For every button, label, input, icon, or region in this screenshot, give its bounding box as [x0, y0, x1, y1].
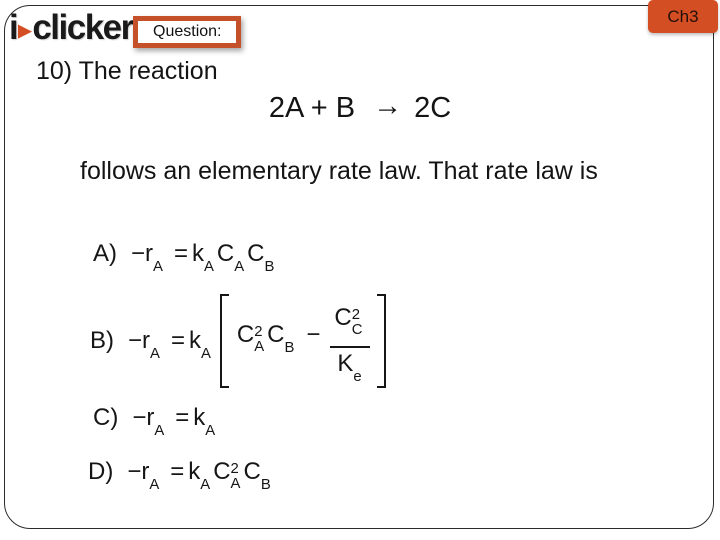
iclicker-logo — [9, 8, 133, 48]
bracket-terms — [236, 321, 331, 361]
eq-term: k — [191, 240, 204, 267]
option-b-row — [90, 294, 386, 388]
eq-subscript: A — [153, 258, 163, 275]
eq-supsub-stack — [352, 308, 363, 338]
eq-subscript: e — [353, 368, 362, 385]
eq-subscript: A — [200, 476, 211, 493]
eq-term: C — [213, 458, 231, 485]
eq-term: −r — [127, 458, 150, 485]
eq-subscript: A — [203, 258, 214, 275]
followup-text: follows an elementary rate law. That rate law is — [80, 157, 598, 185]
option-a-label: A) — [93, 240, 117, 267]
eq-term: −r — [132, 404, 155, 431]
eq-subscript: C — [351, 322, 363, 339]
eq-supsub-stack — [254, 325, 264, 355]
equals-sign: = — [173, 240, 188, 267]
eq-subscript: A — [200, 345, 211, 362]
fraction-denominator — [336, 348, 363, 385]
eq-subscript: B — [284, 339, 295, 356]
question-intro: 10) The reaction — [36, 57, 218, 85]
eq-term: −r — [131, 240, 154, 267]
eq-subscript: A — [234, 258, 245, 275]
eq-term: k — [188, 458, 201, 485]
eq-term: k — [188, 327, 201, 354]
option-d-label: D) — [88, 458, 114, 485]
eq-term: K — [337, 350, 354, 378]
eq-term: C — [247, 240, 265, 267]
option-d-row — [88, 458, 273, 498]
equals-sign: = — [170, 458, 185, 485]
equals-sign: = — [175, 404, 190, 431]
eq-term: C — [334, 303, 352, 331]
reaction-rhs: 2C — [414, 92, 452, 124]
eq-term: C — [267, 320, 285, 348]
question-label: Question: — [153, 23, 222, 40]
eq-superscript: 2 — [351, 306, 361, 323]
eq-term: C — [236, 320, 255, 348]
eq-term: k — [193, 404, 206, 431]
eq-subscript: A — [230, 476, 241, 493]
eq-superscript: 2 — [230, 461, 239, 478]
right-arrow-icon: → — [373, 90, 403, 122]
question-label-box — [133, 16, 241, 48]
bracket-contents — [229, 296, 377, 386]
play-triangle-icon: ▶ — [18, 21, 32, 40]
bracket-group — [220, 294, 386, 388]
reaction-equation — [0, 92, 720, 125]
minus-sign: − — [306, 320, 321, 348]
option-b-label: B) — [90, 327, 114, 354]
option-a-row — [93, 240, 276, 275]
eq-subscript: A — [205, 422, 216, 439]
logo-text: clicker — [32, 8, 133, 47]
option-c-label: C) — [93, 404, 119, 431]
eq-subscript: A — [254, 339, 265, 356]
eq-supsub-stack — [231, 462, 241, 492]
equals-sign: = — [170, 327, 185, 354]
eq-term: −r — [128, 327, 151, 354]
close-bracket — [377, 294, 386, 388]
fraction — [330, 303, 369, 385]
eq-term: C — [216, 240, 235, 267]
eq-superscript: 2 — [254, 323, 263, 340]
chapter-tab: Ch3 — [648, 0, 718, 33]
eq-subscript: A — [149, 476, 160, 493]
open-bracket — [220, 294, 229, 388]
reaction-lhs: 2A + B — [268, 92, 356, 124]
eq-subscript: B — [260, 476, 271, 493]
logo-letter-i: i — [9, 8, 18, 47]
eq-subscript: A — [154, 422, 165, 439]
eq-subscript: B — [264, 258, 275, 275]
eq-term: C — [243, 458, 261, 485]
option-c-row — [93, 404, 217, 439]
eq-subscript: A — [150, 345, 160, 362]
fraction-numerator — [330, 304, 369, 348]
option-b-lefthand — [90, 327, 213, 362]
